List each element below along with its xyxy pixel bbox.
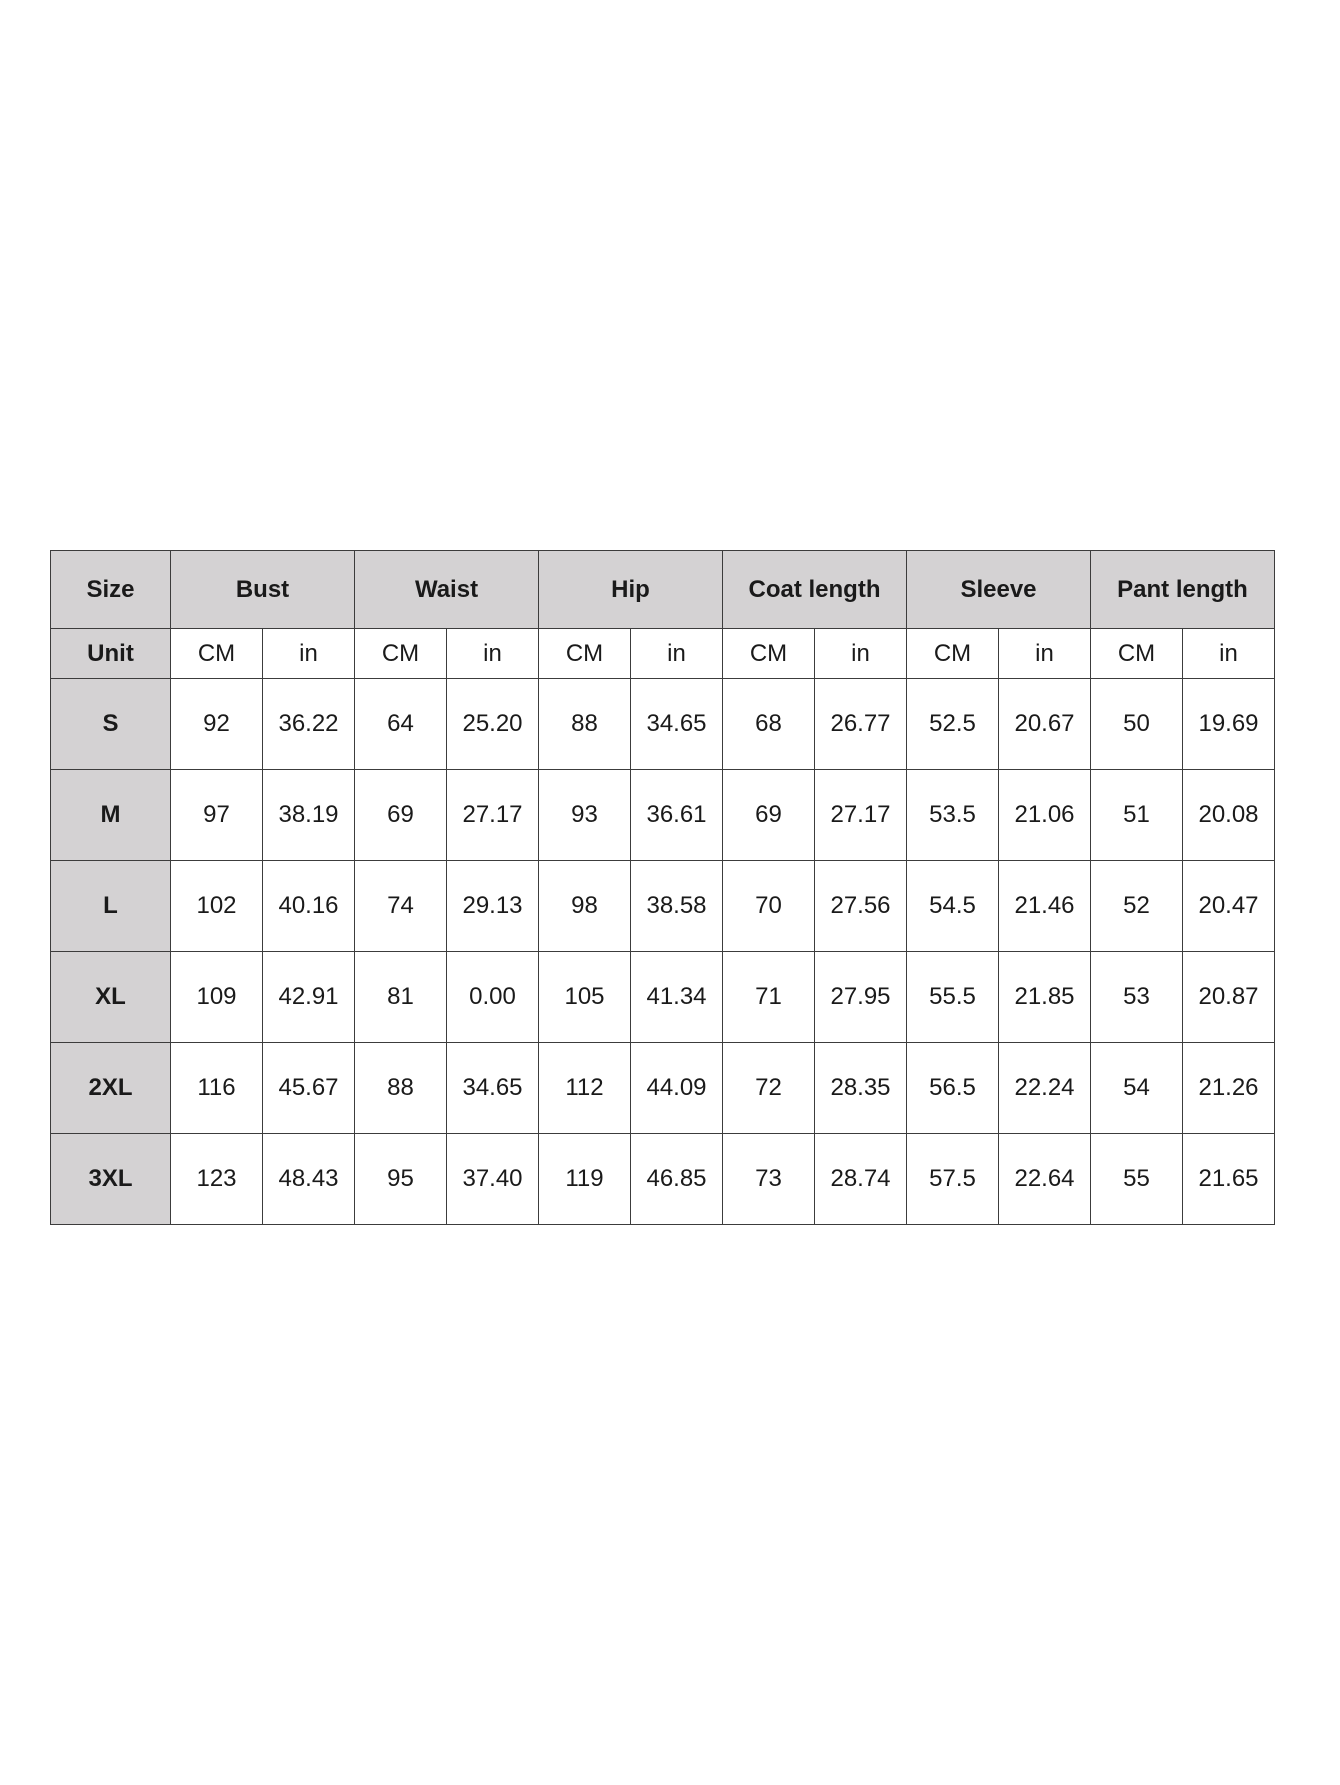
unit-cell: in xyxy=(263,629,355,679)
value-cell: 22.24 xyxy=(999,1043,1091,1134)
unit-cell: CM xyxy=(907,629,999,679)
value-cell: 20.47 xyxy=(1183,861,1275,952)
value-cell: 36.61 xyxy=(631,770,723,861)
value-cell: 55.5 xyxy=(907,952,999,1043)
size-label: L xyxy=(51,861,171,952)
table-row xyxy=(51,952,1275,1043)
table-row xyxy=(51,679,1275,770)
unit-cell: CM xyxy=(355,629,447,679)
value-cell: 19.69 xyxy=(1183,679,1275,770)
value-cell: 44.09 xyxy=(631,1043,723,1134)
value-cell: 69 xyxy=(355,770,447,861)
value-cell: 109 xyxy=(171,952,263,1043)
value-cell: 46.85 xyxy=(631,1134,723,1225)
unit-cell: in xyxy=(631,629,723,679)
value-cell: 29.13 xyxy=(447,861,539,952)
unit-cell: CM xyxy=(539,629,631,679)
value-cell: 72 xyxy=(723,1043,815,1134)
unit-header: Unit xyxy=(51,629,171,679)
value-cell: 64 xyxy=(355,679,447,770)
value-cell: 28.35 xyxy=(815,1043,907,1134)
value-cell: 116 xyxy=(171,1043,263,1134)
value-cell: 68 xyxy=(723,679,815,770)
value-cell: 21.85 xyxy=(999,952,1091,1043)
value-cell: 38.19 xyxy=(263,770,355,861)
unit-cell: in xyxy=(815,629,907,679)
value-cell: 20.87 xyxy=(1183,952,1275,1043)
size-label: 2XL xyxy=(51,1043,171,1134)
group-header-hip: Hip xyxy=(539,551,723,629)
value-cell: 52.5 xyxy=(907,679,999,770)
unit-cell: in xyxy=(999,629,1091,679)
value-cell: 21.06 xyxy=(999,770,1091,861)
size-label: 3XL xyxy=(51,1134,171,1225)
group-header-pant-length: Pant length xyxy=(1091,551,1275,629)
value-cell: 55 xyxy=(1091,1134,1183,1225)
table-row xyxy=(51,1134,1275,1225)
size-chart-table xyxy=(50,550,1275,1225)
value-cell: 54 xyxy=(1091,1043,1183,1134)
group-header-bust: Bust xyxy=(171,551,355,629)
table-row xyxy=(51,861,1275,952)
table-row xyxy=(51,1043,1275,1134)
value-cell: 74 xyxy=(355,861,447,952)
value-cell: 102 xyxy=(171,861,263,952)
value-cell: 50 xyxy=(1091,679,1183,770)
value-cell: 26.77 xyxy=(815,679,907,770)
value-cell: 112 xyxy=(539,1043,631,1134)
value-cell: 20.08 xyxy=(1183,770,1275,861)
unit-cell: CM xyxy=(171,629,263,679)
value-cell: 81 xyxy=(355,952,447,1043)
value-cell: 70 xyxy=(723,861,815,952)
value-cell: 27.17 xyxy=(815,770,907,861)
value-cell: 40.16 xyxy=(263,861,355,952)
value-cell: 71 xyxy=(723,952,815,1043)
value-cell: 28.74 xyxy=(815,1134,907,1225)
unit-cell: in xyxy=(447,629,539,679)
value-cell: 53.5 xyxy=(907,770,999,861)
value-cell: 21.65 xyxy=(1183,1134,1275,1225)
value-cell: 27.95 xyxy=(815,952,907,1043)
header-row xyxy=(51,551,1275,629)
value-cell: 27.56 xyxy=(815,861,907,952)
size-header: Size xyxy=(51,551,171,629)
value-cell: 51 xyxy=(1091,770,1183,861)
value-cell: 88 xyxy=(539,679,631,770)
value-cell: 73 xyxy=(723,1134,815,1225)
value-cell: 21.46 xyxy=(999,861,1091,952)
value-cell: 92 xyxy=(171,679,263,770)
value-cell: 34.65 xyxy=(631,679,723,770)
value-cell: 36.22 xyxy=(263,679,355,770)
value-cell: 93 xyxy=(539,770,631,861)
value-cell: 123 xyxy=(171,1134,263,1225)
value-cell: 0.00 xyxy=(447,952,539,1043)
unit-cell: CM xyxy=(723,629,815,679)
group-header-sleeve: Sleeve xyxy=(907,551,1091,629)
group-header-coat-length: Coat length xyxy=(723,551,907,629)
value-cell: 69 xyxy=(723,770,815,861)
unit-cell: CM xyxy=(1091,629,1183,679)
group-header-waist: Waist xyxy=(355,551,539,629)
value-cell: 42.91 xyxy=(263,952,355,1043)
table-row xyxy=(51,770,1275,861)
value-cell: 57.5 xyxy=(907,1134,999,1225)
value-cell: 27.17 xyxy=(447,770,539,861)
value-cell: 53 xyxy=(1091,952,1183,1043)
value-cell: 48.43 xyxy=(263,1134,355,1225)
size-label: S xyxy=(51,679,171,770)
value-cell: 25.20 xyxy=(447,679,539,770)
value-cell: 119 xyxy=(539,1134,631,1225)
value-cell: 45.67 xyxy=(263,1043,355,1134)
value-cell: 37.40 xyxy=(447,1134,539,1225)
value-cell: 54.5 xyxy=(907,861,999,952)
unit-row xyxy=(51,629,1275,679)
value-cell: 22.64 xyxy=(999,1134,1091,1225)
value-cell: 56.5 xyxy=(907,1043,999,1134)
value-cell: 52 xyxy=(1091,861,1183,952)
value-cell: 105 xyxy=(539,952,631,1043)
value-cell: 34.65 xyxy=(447,1043,539,1134)
size-chart xyxy=(50,550,1275,1225)
size-label: XL xyxy=(51,952,171,1043)
size-label: M xyxy=(51,770,171,861)
value-cell: 38.58 xyxy=(631,861,723,952)
value-cell: 21.26 xyxy=(1183,1043,1275,1134)
value-cell: 41.34 xyxy=(631,952,723,1043)
value-cell: 88 xyxy=(355,1043,447,1134)
value-cell: 95 xyxy=(355,1134,447,1225)
value-cell: 20.67 xyxy=(999,679,1091,770)
unit-cell: in xyxy=(1183,629,1275,679)
value-cell: 97 xyxy=(171,770,263,861)
value-cell: 98 xyxy=(539,861,631,952)
